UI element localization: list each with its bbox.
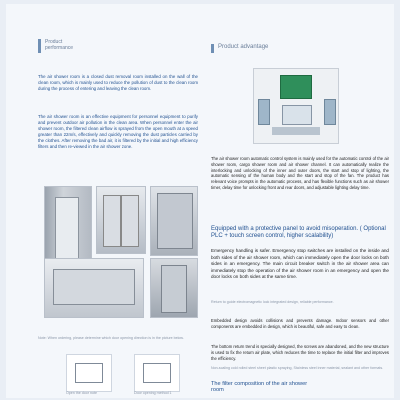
product-performance-heading: [38, 39, 73, 53]
sensor-left: [258, 99, 270, 125]
purpose-paragraph: The air shower room is an effective equipment for personnel equipment to purify and prevent outdoor air pollution in the clean area. When personnel enter the air shower room, the filtered clean airflow is sprayed from the open mouth at a speed greater than 22m/s, effectively and quickly removing the dust particles carried by the clothes. After removing the bad air, it is filtered by the initial and high efficiency filters and then re-viewed in the air shower zone.: [38, 114, 198, 150]
air-shower-photo-single: [150, 258, 198, 318]
door-frame: [55, 197, 79, 267]
section-label-line: Product: [45, 39, 63, 45]
diagram-room-outline: [75, 363, 103, 383]
section-label-line: performance: [45, 45, 74, 51]
air-shower-photo-double-door: [96, 186, 146, 254]
section-marker: [211, 44, 214, 53]
door-diagram-1: [66, 354, 112, 392]
embedded-design-paragraph: Embedded design avoids collisions and prevents damage. Indoor sensors and other components are embedded in design, which is beautiful, safe and easy to clean.: [211, 318, 389, 329]
control-system-image: [253, 68, 339, 144]
section-label: Product advantage: [218, 44, 269, 50]
product-advantage-heading: [211, 44, 268, 53]
air-shower-photo-interior: [150, 186, 198, 256]
filter-composition-label: The filter composition of the air shower room: [211, 381, 308, 394]
protective-panel-subheading: Equipped with a protective panel to avoid misoperation. ( Optional PLC + touch screen control, higher scalability): [211, 226, 386, 240]
diagram-caption-2: Door opening method 1: [134, 391, 172, 395]
emergency-note: Return to guide electromagnetic lock integrated design, reliable performance.: [211, 300, 334, 304]
intro-paragraph: The air shower room is a closed dust removal room installed on the wall of the clean room, which is mainly used to reduce the pollution of dust to the clean room during the process of entering and leaving the clean room.: [38, 74, 198, 92]
interior-chamber: [157, 193, 193, 249]
section-marker: [38, 39, 41, 53]
document-sheet: [6, 4, 394, 398]
circuit-board: [280, 75, 312, 99]
panel-base: [272, 127, 320, 135]
single-door: [161, 265, 187, 313]
door-diagram-2: [134, 354, 180, 392]
sensor-right: [324, 99, 336, 125]
diagram-room-outline: [143, 363, 171, 383]
emergency-paragraph: Emergency handling is safer. Emergency stop switches are installed on the inside and both sides of the air shower room, which can immediately open the door locks on both sides in an emergency. The main circuit breaker switch in the air shower area can immediately stop the operation of the air shower room in an emergency and open the door locks on both sides at the same time.: [211, 248, 389, 280]
door-panel-right: [121, 195, 139, 247]
control-system-paragraph: The air shower room automatic control system is mainly used for the automatic control of the air shower room, cargo shower room and air shower channel. It can automatically realize the interlocking and unlocking of the inner and outer doors, the start and stop of lighting, the automatic sensing of the human body and the start and stop of the fan. The product has relevant voice prompts in the automatic process, and has flexible functions such as air shower timer, delay time for unlocking front and rear doors, and adjustable lighting delay time.: [211, 156, 389, 190]
control-panel-display: [282, 105, 312, 125]
tunnel-body: [53, 269, 135, 305]
door-panel-left: [103, 195, 121, 247]
bottom-return-paragraph: The bottom return trend is specially designed, the screws are abandoned, and the new structure is used to fix the return air plate, which reduces the time to replace the initial filter and improves the efficiency.: [211, 344, 389, 361]
section-label: [45, 39, 73, 51]
ordering-note: Note: When ordering, please determine which door opening direction is in the picture below.: [38, 336, 184, 340]
diagram-caption-1: Open the door note: [66, 391, 97, 395]
air-shower-photo-tunnel: [44, 258, 144, 318]
material-note: Non-scaling cold rolled steel sheet plastic spraying, Stainless steel inner material, sealant and other formats.: [211, 366, 384, 370]
